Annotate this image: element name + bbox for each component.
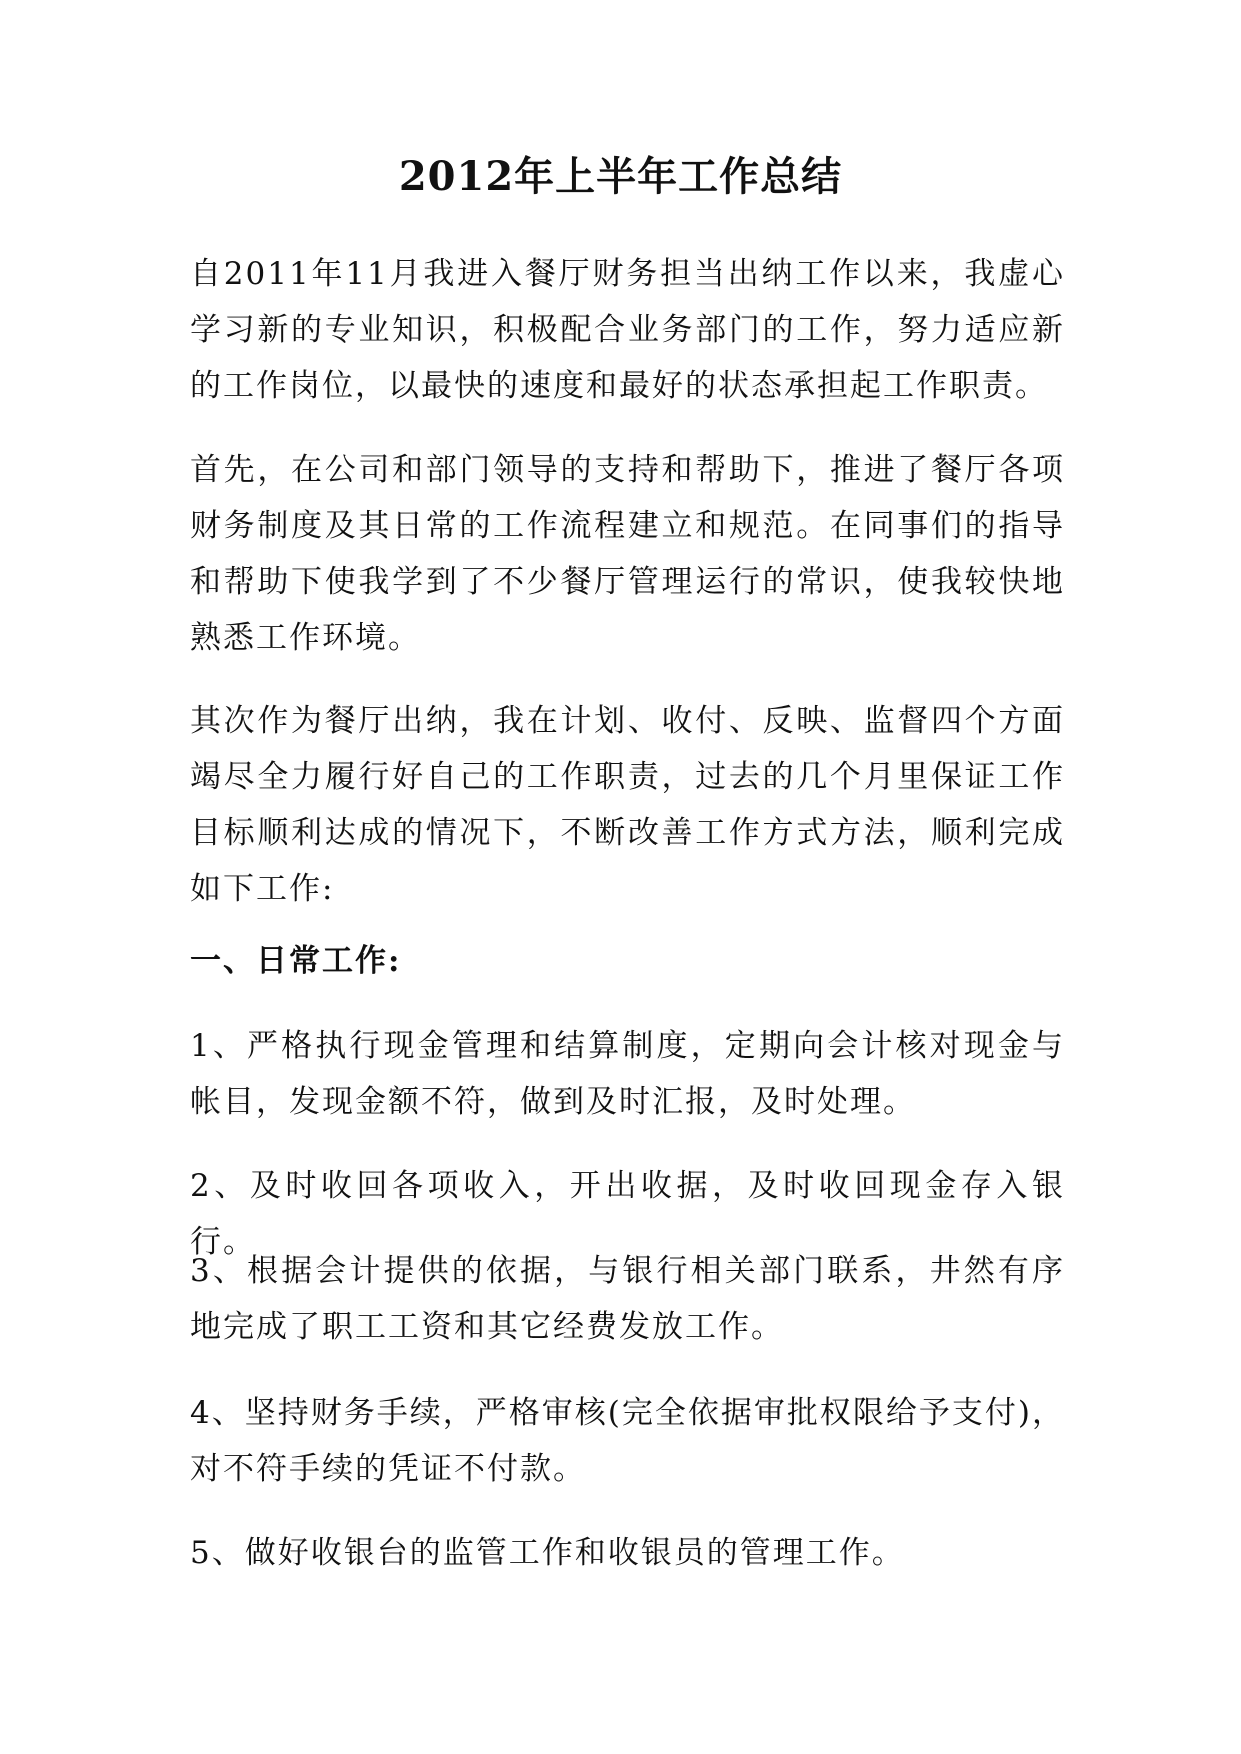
list-item: 5、做好收银台的监管工作和收银员的管理工作。 [190, 1535, 905, 1571]
section-heading-daily-work: 一、日常工作: [190, 943, 402, 979]
list-item: 3、根据会计提供的依据，与银行相关部门联系，井然有序地完成了职工工资和其它经费发放工作。 [190, 1253, 1065, 1345]
paragraph-first: 首先，在公司和部门领导的支持和帮助下，推进了餐厅各项财务制度及其日常的工作流程建立和规范。在同事们的指导和帮助下使我学到了不少餐厅管理运行的常识，使我较快地熟悉工作环境。 [190, 452, 1065, 656]
paragraph-second: 其次作为餐厅出纳，我在计划、收付、反映、监督四个方面竭尽全力履行好自己的工作职责，过去的几个月里保证工作目标顺利达成的情况下，不断改善工作方式方法，顺利完成如下工作: [190, 703, 1065, 907]
list-item: 1、严格执行现金管理和结算制度，定期向会计核对现金与帐目，发现金额不符，做到及时汇报，及时处理。 [190, 1028, 1065, 1120]
list-item: 2、及时收回各项收入，开出收据，及时收回现金存入银行。 [190, 1168, 1065, 1260]
document-title: 2012年上半年工作总结 [398, 153, 843, 200]
paragraph-intro: 自2011年11月我进入餐厅财务担当出纳工作以来，我虚心学习新的专业知识，积极配合业务部门的工作，努力适应新的工作岗位，以最快的速度和最好的状态承担起工作职责。 [190, 256, 1065, 404]
list-item: 4、坚持财务手续，严格审核(完全依据审批权限给予支付)，对不符手续的凭证不付款。 [190, 1395, 1065, 1487]
